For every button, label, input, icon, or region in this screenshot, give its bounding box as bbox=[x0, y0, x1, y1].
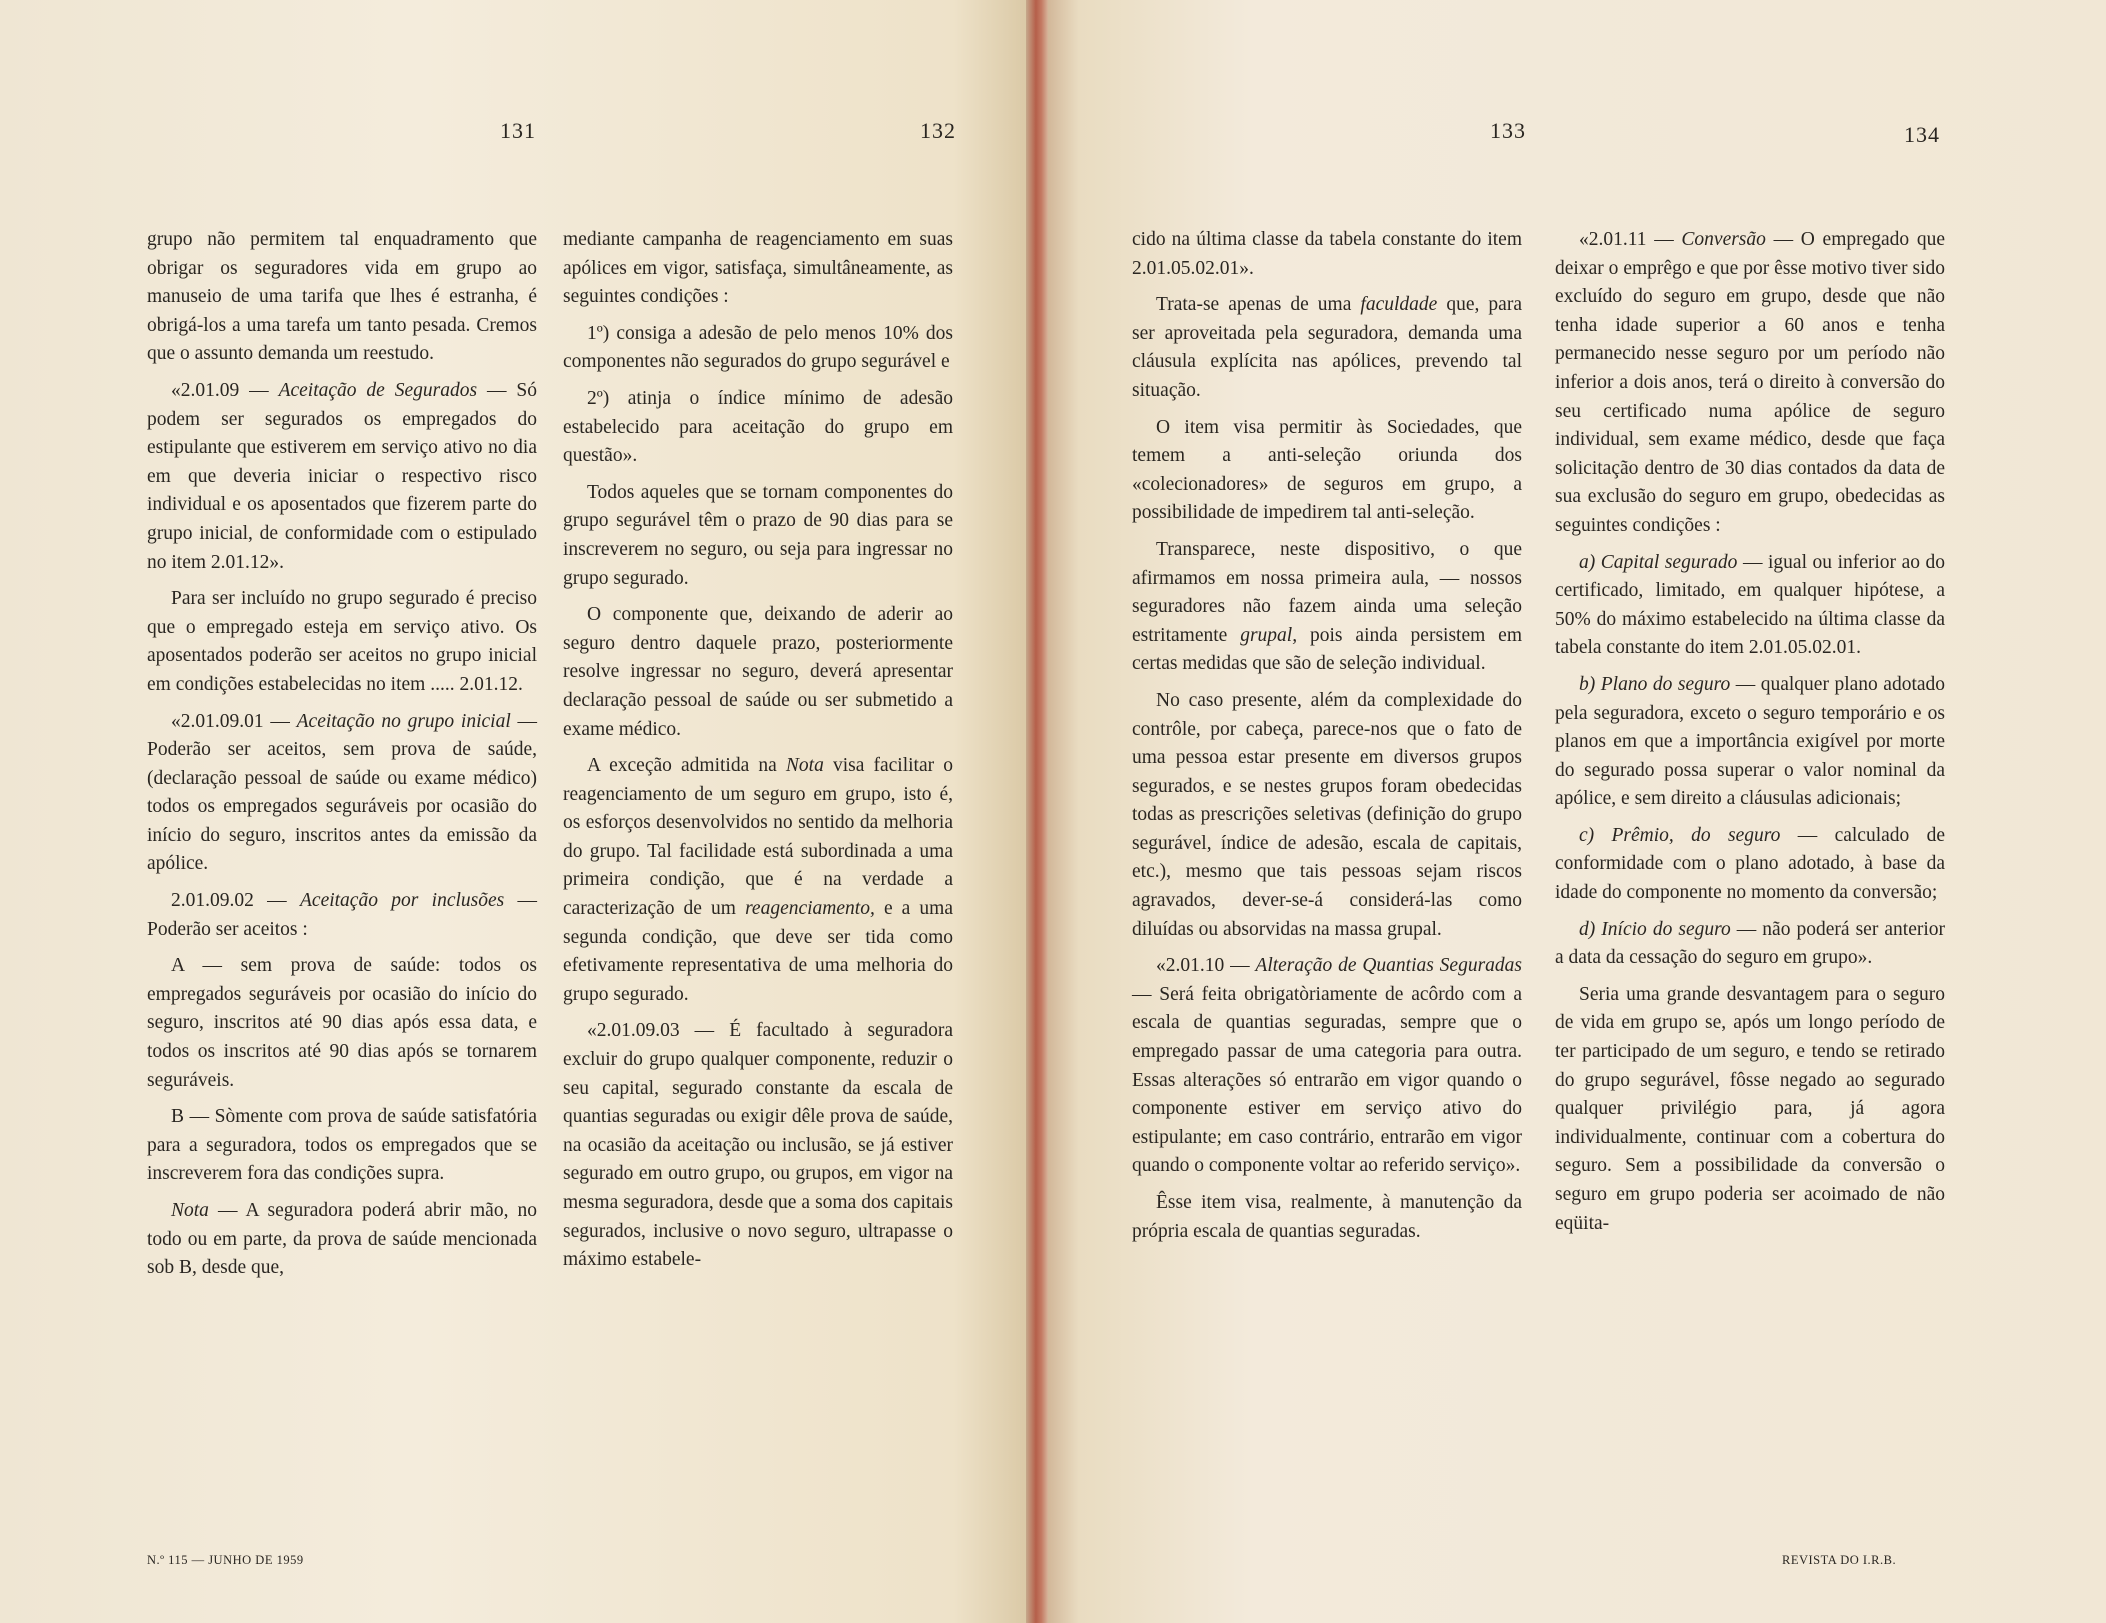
paragraph: «2.01.09 — Aceitação de Segurados — Só podem ser segurados os empregados do estipulante que estiverem em serviço ativo no dia em que deveria iniciar o respectivo risco individual e os aposentados que fizerem parte do grupo inicial, de conformidade com o estipulado no item 2.01.12». bbox=[147, 379, 537, 573]
paragraph: A exceção admitida na Nota visa facilitar o reagenciamento de um seguro em grupo, isto é, os esforços desenvolvidos no sentido da melhoria do grupo. Tal facilidade está subordinada a uma primeira condição, que é na verdade a caracterização de um reagenciamento, e a uma segunda condição, que deve ser tida como efetivamente representativa de uma melhoria do grupo segurado. bbox=[563, 755, 953, 1005]
paragraph: 2.01.09.02 — Aceitação por inclusões — Poderão ser aceitos : bbox=[147, 890, 538, 940]
list-item: c) Prêmio, do seguro — calculado de conformidade com o plano adotado, à base da idade do componente no momento da conversão; bbox=[1555, 824, 1946, 904]
paragraph: mediante campanha de reagenciamento em suas apólices em vigor, satisfaça, simultâneamente, as seguintes condições : bbox=[563, 229, 953, 308]
footer-issue: N.º 115 — JUNHO DE 1959 bbox=[147, 1553, 304, 1567]
column-page-132 bbox=[563, 226, 953, 1283]
paragraph: Transparece, neste dispositivo, o que afirmamos em nossa primeira aula, — nossos seguradores não fazem ainda uma seleção estritamente grupal, pois ainda persistem em certas medidas que são de seleção individual. bbox=[1132, 538, 1523, 675]
paragraph: Nota — A seguradora poderá abrir mão, no todo ou em parte, da prova de saúde mencionada sob B, desde que, bbox=[147, 1200, 537, 1279]
column-page-131 bbox=[147, 226, 537, 1291]
paragraph: «2.01.11 — Conversão — O empregado que deixar o emprêgo e que por êsse motivo tiver sido excluído do seguro em grupo, desde que não tenha idade superior a 60 anos e tenha permanecido nesse seguro por um período não inferior a dois anos, terá o direito à conversão do seu certificado numa apólice de seguro individual, sem exame médico, desde que faça solicitação dentro de 30 dias contados da data de sua exclusão do seguro em grupo, obedecidas as seguintes condições : bbox=[1555, 229, 1946, 536]
paragraph: B — Sòmente com prova de saúde satisfatória para a seguradora, todos os empregados que se inscreverem fora das condições supra. bbox=[147, 1106, 537, 1185]
column-page-133 bbox=[1132, 226, 1522, 1254]
paragraph: Êsse item visa, realmente, à manutenção da própria escala de quantias seguradas. bbox=[1132, 1192, 1522, 1242]
paragraph: Para ser incluído no grupo segurado é preciso que o empregado esteja em serviço ativo. Os aposentados poderão ser aceitos no grupo inicial em condições estabelecidas no item ..... 2.01.12. bbox=[147, 588, 537, 695]
paragraph: 1º) consiga a adesão de pelo menos 10% dos componentes não segurados do grupo segurável e bbox=[563, 322, 953, 373]
paragraph: A — sem prova de saúde: todos os empregados seguráveis por ocasião do início do seguro, inscritos até 90 dias após essa data, e todos os inscritos até 90 dias após se tornarem seguráveis. bbox=[147, 955, 537, 1091]
paragraph: Trata-se apenas de uma faculdade que, para ser aproveitada pela seguradora, demanda uma cláusula explícita nas apólices, prevendo tal situação. bbox=[1132, 294, 1522, 401]
paragraph: cido na última classe da tabela constante do item 2.01.05.02.01». bbox=[1132, 229, 1522, 279]
paragraph: O componente que, deixando de aderir ao seguro dentro daquele prazo, posteriormente resolve ingressar no seguro, deverá apresentar declaração pessoal de saúde ou ser submetido a exame médico. bbox=[563, 604, 953, 740]
paragraph: «2.01.10 — Alteração de Quantias Seguradas — Será feita obrigatòriamente de acôrdo com a escala de quantias seguradas, sempre que o empregado passar de uma categoria para outra. Essas alterações só entrarão em vigor quando o componente estiver em serviço ativo do estipulante; em caso contrário, entrarão em vigor quando o componente voltar ao referido serviço». bbox=[1132, 955, 1523, 1177]
paragraph: Todos aqueles que se tornam componentes do grupo segurável têm o prazo de 90 dias para se inscreverem no seguro, ou seja para ingressar no grupo segurado. bbox=[563, 481, 953, 589]
paragraph: 2º) atinja o índice mínimo de adesão estabelecido para aceitação do grupo em questão». bbox=[563, 387, 953, 467]
list-item: a) Capital segurado — igual ou inferior ao do certificado, limitado, em qualquer hipótese, a 50% do máximo estabelecido na última classe da tabela constante do item 2.01.05.02.01. bbox=[1555, 551, 1946, 659]
footer-journal: REVISTA DO I.R.B. bbox=[1782, 1553, 1897, 1567]
paragraph: «2.01.09.03 — É facultado à seguradora excluir do grupo qualquer componente, reduzir o seu capital, segurado constante da escala de quantias seguradas ou exigir dêle prova de saúde, na ocasião da aceitação ou inclusão, se já estiver segurado em outro grupo, ou grupos, em vigor na mesma seguradora, desde que a soma dos capitais segurados, inclusive o novo seguro, ultrapasse o máximo estabele- bbox=[563, 1020, 953, 1271]
page-number-132: 132 bbox=[920, 118, 956, 143]
binding-gutter bbox=[1026, 0, 1048, 1623]
page-number-134: 134 bbox=[1904, 122, 1940, 147]
column-page-134 bbox=[1555, 226, 1945, 1246]
paragraph: «2.01.09.01 — Aceitação no grupo inicial — Poderão ser aceitos, sem prova de saúde, (declaração pessoal de saúde ou exame médico) todos os empregados seguráveis por ocasião do início do seguro, inscritos antes da emissão da apólice. bbox=[147, 710, 537, 875]
paragraph: No caso presente, além da complexidade do contrôle, por cabeça, parece-nos que o fato de uma pessoa estar presente em diversos grupos segurados, e se nestes grupos foram obedecidas todas as prescrições seletivas (definição do grupo segurável, índice de adesão, escala de capitais, etc.), mesmo que tais pessoas sejam riscos agravados, dever-se-á considerá-las como diluídas ou absorvidas na massa grupal. bbox=[1132, 689, 1522, 940]
paragraph: grupo não permitem tal enquadramento que obrigar os seguradores vida em grupo ao manuseio de uma tarifa que lhes é estranha, é obrigá-los a uma tarefa um tanto pesada. Cremos que o assunto demanda um reestudo. bbox=[147, 229, 537, 365]
list-item: b) Plano do seguro — qualquer plano adotado pela seguradora, exceto o seguro temporário e os planos em que a importância exigível por morte do segurado possa superar o valor nominal da apólice, e sem direito a cláusulas adicionais; bbox=[1555, 673, 1946, 810]
list-item: d) Início do seguro — não poderá ser anterior a data da cessação do seguro em grupo». bbox=[1555, 918, 1946, 969]
paragraph: Seria uma grande desvantagem para o seguro de vida em grupo se, após um longo período de ter participado de um seguro, e tendo se retirado do grupo segurável, fôsse negado ao segurado qualquer privilégio para, já agora individualmente, continuar com a cobertura do seguro. Sem a possibilidade da conversão o seguro em grupo poderia ser acoimado de não eqüita- bbox=[1555, 983, 1945, 1234]
paragraph: O item visa permitir às Sociedades, que temem a anti-seleção oriunda dos «colecionadores» de seguros em grupo, a possibilidade de impedirem tal anti-seleção. bbox=[1132, 416, 1522, 524]
page-number-133: 133 bbox=[1490, 118, 1526, 143]
page-number-131: 131 bbox=[500, 118, 536, 143]
